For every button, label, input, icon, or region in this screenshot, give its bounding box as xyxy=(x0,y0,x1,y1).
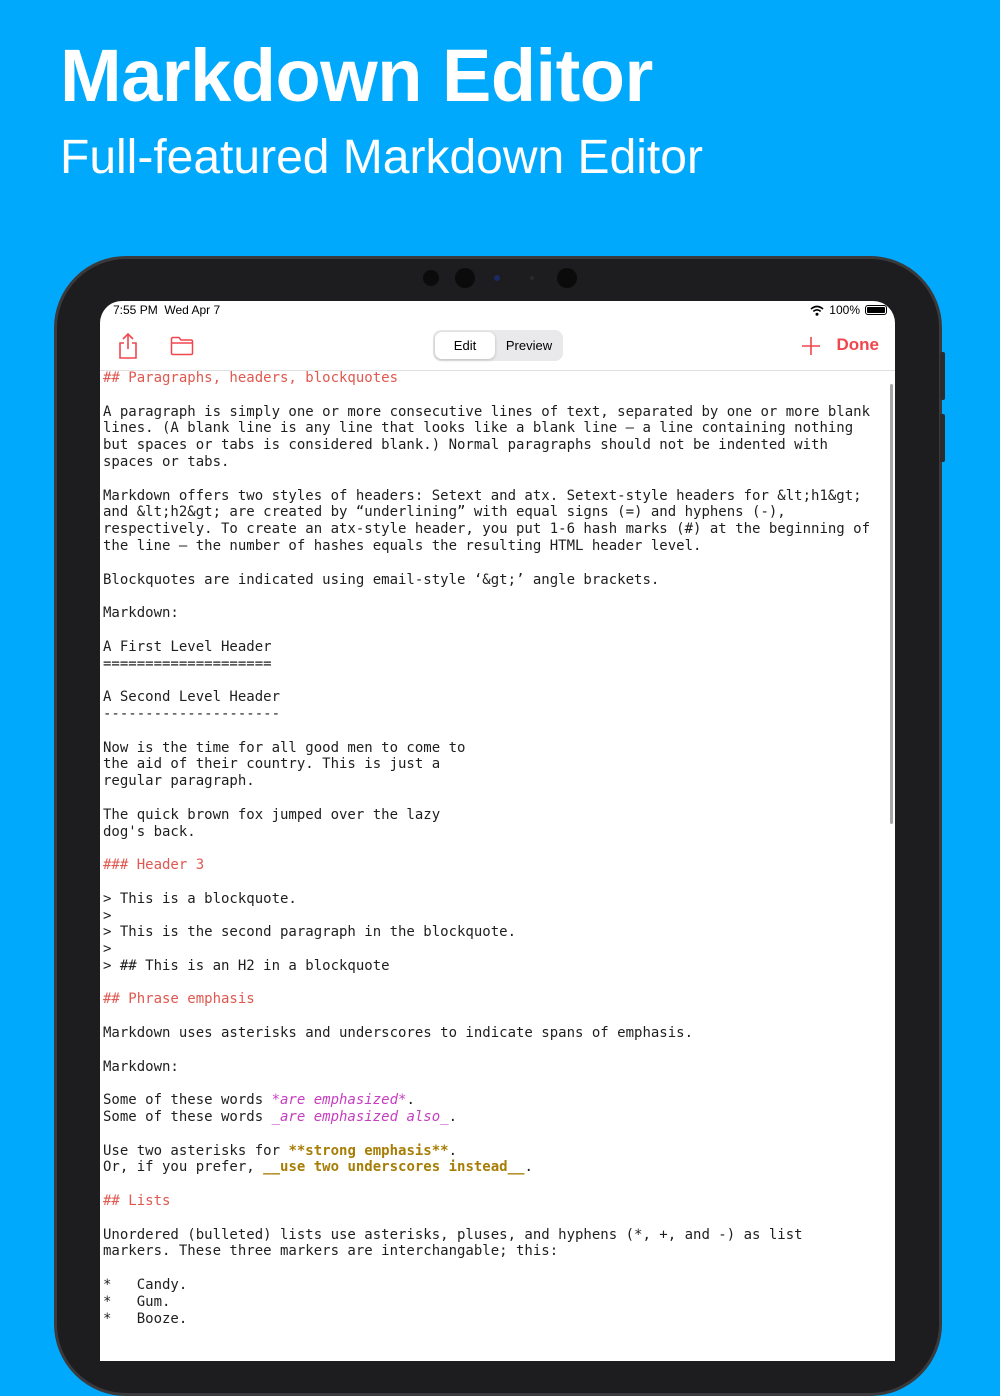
md-emphasis: _are emphasized also_ xyxy=(271,1109,449,1126)
md-heading: ## Paragraphs, headers, blockquotes xyxy=(103,370,399,386)
md-line: --------------------- xyxy=(103,705,281,722)
battery-percent: 100% xyxy=(829,303,860,317)
md-text: . xyxy=(524,1159,533,1176)
battery-icon xyxy=(865,305,887,315)
wifi-icon xyxy=(810,305,824,316)
md-line xyxy=(103,1109,895,1126)
status-time xyxy=(113,303,220,317)
md-text: . xyxy=(448,1109,458,1126)
toolbar xyxy=(100,325,895,371)
md-line: The quick brown fox jumped over the lazy xyxy=(103,806,441,823)
md-text: Some of these words xyxy=(103,1109,272,1126)
camera-sensor xyxy=(557,268,577,288)
md-list-item: * Candy. xyxy=(103,1277,188,1294)
camera-lens xyxy=(494,275,500,281)
md-line: A First Level Header xyxy=(103,638,272,655)
md-line xyxy=(103,874,895,891)
md-line xyxy=(103,1210,895,1227)
md-text: Use two asterisks for xyxy=(103,1142,289,1159)
hero-title: Markdown Editor xyxy=(60,34,653,117)
md-line xyxy=(103,723,895,740)
volume-down-button xyxy=(940,414,945,462)
md-line xyxy=(103,1176,895,1193)
camera-sensor xyxy=(455,268,475,288)
md-line xyxy=(103,588,895,605)
md-line: Markdown: xyxy=(103,1058,179,1075)
camera-sensor xyxy=(530,276,534,280)
md-line xyxy=(103,471,895,488)
md-line: spaces or tabs. xyxy=(103,453,230,470)
md-strong: __use two underscores instead__ xyxy=(263,1159,525,1176)
editor-text[interactable] xyxy=(103,370,895,1327)
md-line: > xyxy=(103,941,112,958)
md-line: markers. These three markers are interchangable; this: xyxy=(103,1243,559,1260)
md-line: respectively. To create an atx-style header, you put 1-6 hash marks (#) at the beginning of xyxy=(103,521,871,538)
md-line: > This is the second paragraph in the blockquote. xyxy=(103,924,517,941)
md-line: lines. (A blank line is any line that looks like a blank line — a line containing nothing xyxy=(103,420,854,437)
volume-up-button xyxy=(940,352,945,400)
md-line: Unordered (bulleted) lists use asterisks, pluses, and hyphens (*, +, and -) as list xyxy=(103,1226,803,1243)
md-line: Markdown uses asterisks and underscores to indicate spans of emphasis. xyxy=(103,1025,694,1042)
clock: 7:55 PM xyxy=(113,303,158,317)
markdown-editor[interactable] xyxy=(100,370,895,1361)
md-line: > This is a blockquote. xyxy=(103,890,297,907)
md-line: dog's back. xyxy=(103,823,196,840)
editor-scrollbar[interactable] xyxy=(890,384,893,824)
md-line xyxy=(103,975,895,992)
md-line: A Second Level Header xyxy=(103,689,281,706)
md-heading: ## Lists xyxy=(103,1193,171,1210)
md-list-item: * Booze. xyxy=(103,1310,188,1327)
tab-edit[interactable]: Edit xyxy=(435,332,495,359)
md-strong: **strong emphasis** xyxy=(288,1142,449,1159)
md-line: and &lt;h2&gt; are created by “underlining” with equal signs (=) and hyphens (-), xyxy=(103,504,786,521)
done-button[interactable]: Done xyxy=(836,335,879,354)
date: Wed Apr 7 xyxy=(164,303,221,317)
share-icon[interactable] xyxy=(117,332,139,360)
md-line xyxy=(103,1143,895,1160)
md-line xyxy=(103,840,895,857)
md-line: Blockquotes are indicated using email-style ‘&gt;’ angle brackets. xyxy=(103,571,660,588)
md-line: > xyxy=(103,907,112,924)
md-line: ==================== xyxy=(103,655,272,672)
md-line xyxy=(103,555,895,572)
md-line xyxy=(103,1075,895,1092)
md-text: . xyxy=(448,1142,458,1159)
md-heading: ### Header 3 xyxy=(103,857,205,874)
plus-icon[interactable] xyxy=(800,335,822,357)
md-line: but spaces or tabs is considered blank.) Normal paragraphs should not be indented with xyxy=(103,437,828,454)
md-line xyxy=(103,1008,895,1025)
tab-preview[interactable]: Preview xyxy=(505,338,553,353)
status-bar xyxy=(100,301,895,325)
md-line xyxy=(103,387,895,404)
md-line: Now is the time for all good men to come to xyxy=(103,739,466,756)
md-line xyxy=(103,1126,895,1143)
status-right xyxy=(810,303,887,317)
md-heading: ## Phrase emphasis xyxy=(103,991,255,1008)
md-line: Markdown offers two styles of headers: Setext and atx. Setext-style headers for &lt;h1&gt; xyxy=(103,487,862,504)
camera-sensor xyxy=(423,270,439,286)
md-line: the line — the number of hashes equals the resulting HTML header level. xyxy=(103,537,702,554)
folder-icon[interactable] xyxy=(170,336,194,356)
md-line xyxy=(103,622,895,639)
md-line xyxy=(103,1092,895,1109)
md-text: . xyxy=(406,1092,415,1109)
app-screen xyxy=(100,301,895,1361)
md-line: > ## This is an H2 in a blockquote xyxy=(103,957,390,974)
md-line xyxy=(103,672,895,689)
md-line: the aid of their country. This is just a xyxy=(103,756,441,773)
md-line xyxy=(103,1260,895,1277)
md-line xyxy=(103,790,895,807)
md-list-item: * Gum. xyxy=(103,1293,171,1310)
md-line: A paragraph is simply one or more consecutive lines of text, separated by one or more blank xyxy=(103,403,871,420)
md-line xyxy=(103,1159,895,1176)
md-text: Or, if you prefer, xyxy=(103,1159,264,1176)
hero-subtitle: Full-featured Markdown Editor xyxy=(60,131,703,184)
md-line xyxy=(103,1042,895,1059)
md-line: regular paragraph. xyxy=(103,773,255,790)
md-line: Markdown: xyxy=(103,605,179,622)
edit-preview-switch xyxy=(433,330,563,361)
md-text: Some of these words xyxy=(103,1092,272,1109)
md-emphasis: *are emphasized* xyxy=(271,1092,407,1109)
